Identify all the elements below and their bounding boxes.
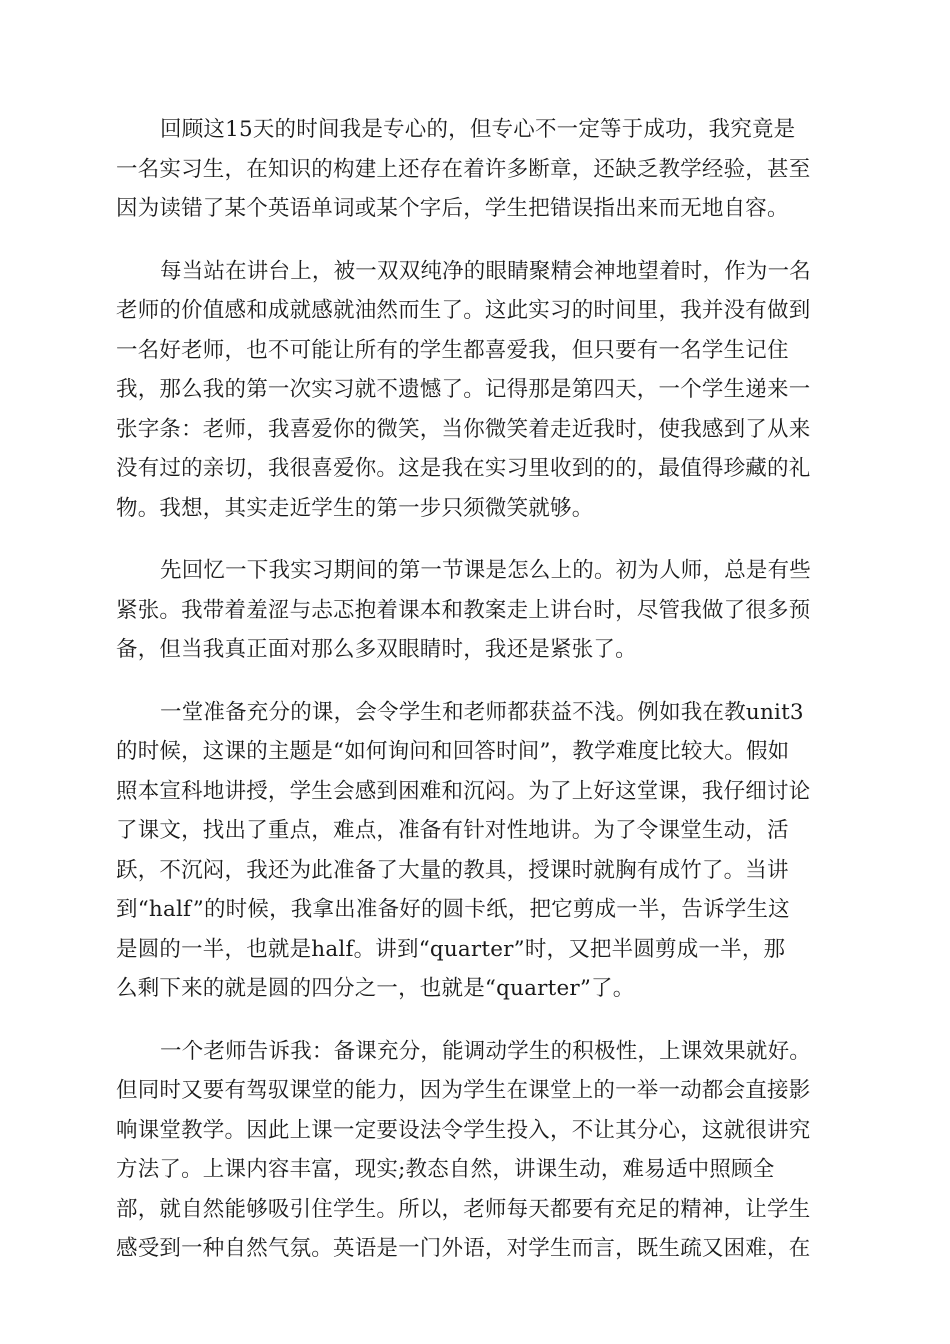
text-line: 但同时又要有驾驭课堂的能力，因为学生在课堂上的一举一动都会直接影 bbox=[116, 1078, 811, 1103]
text-line: 照本宣科地讲授，学生会感到困难和沉闷。为了上好这堂课，我仔细讨论 bbox=[116, 778, 811, 804]
text-line: 回顾这15天的时间我是专心的，但专心不一定等于成功，我究竟是 bbox=[160, 117, 796, 142]
text-line: 我，那么我的第一次实习就不遗憾了。记得那是第四天，一个学生递来一 bbox=[116, 377, 811, 402]
text-line: 的时候，这课的主题是“如何询问和回答时间”，教学难度比较大。假如 bbox=[116, 739, 790, 764]
paragraph-1 bbox=[116, 110, 836, 229]
text-line: 没有过的亲切，我很喜爱你。这是我在实习里收到的的，最值得珍藏的礼 bbox=[116, 456, 811, 481]
text-line: 了课文，找出了重点，难点，准备有针对性地讲。为了令课堂生动，活 bbox=[116, 818, 789, 843]
text-line: 一个老师告诉我：备课充分，能调动学生的积极性，上课效果就好。 bbox=[160, 1038, 812, 1064]
text-line: 感受到一种自然气氛。英语是一门外语，对学生而言，既生疏又困难，在 bbox=[116, 1236, 811, 1261]
text-line: 张字条：老师，我喜爱你的微笑，当你微笑着走近我时，使我感到了从来 bbox=[116, 416, 811, 442]
paragraph-5 bbox=[116, 1032, 836, 1269]
text-line: 是圆的一半，也就是half。讲到“quarter”时，又把半圆剪成一半，那 bbox=[116, 936, 786, 962]
text-line: 一堂准备充分的课，会令学生和老师都获益不浅。例如我在教unit3 bbox=[160, 699, 804, 725]
text-line: 每当站在讲台上，被一双双纯净的眼睛聚精会神地望着时，作为一名 bbox=[160, 258, 812, 284]
text-line: 备，但当我真正面对那么多双眼睛时，我还是紧张了。 bbox=[116, 637, 637, 662]
text-line: 紧张。我带着羞涩与忐忑抱着课本和教案走上讲台时，尽管我做了很多预 bbox=[116, 597, 811, 623]
text-line: 老师的价值感和成就感就油然而生了。这此实习的时间里，我并没有做到 bbox=[116, 298, 811, 323]
paragraph-4 bbox=[116, 693, 836, 1009]
text-line: 先回忆一下我实习期间的第一节课是怎么上的。初为人师，总是有些 bbox=[160, 558, 812, 583]
document-page bbox=[116, 110, 836, 1310]
text-line: 到“half”的时候，我拿出准备好的圆卡纸，把它剪成一半，告诉学生这 bbox=[116, 897, 790, 922]
text-line: 部，就自然能够吸引住学生。所以，老师每天都要有充足的精神，让学生 bbox=[116, 1196, 811, 1222]
text-line: 一名实习生，在知识的构建上还存在着许多断章，还缺乏教学经验，甚至 bbox=[116, 156, 811, 182]
text-line: 方法了。上课内容丰富，现实;教态自然，讲课生动，难易适中照顾全 bbox=[116, 1157, 775, 1182]
text-line: 跃，不沉闷，我还为此准备了大量的教具，授课时就胸有成竹了。当讲 bbox=[116, 857, 789, 883]
text-line: 物。我想，其实走近学生的第一步只须微笑就够。 bbox=[116, 495, 594, 521]
text-line: 响课堂教学。因此上课一定要设法令学生投入，不让其分心，这就很讲究 bbox=[116, 1117, 811, 1143]
text-line: 一名好老师，也不可能让所有的学生都喜爱我，但只要有一名学生记住 bbox=[116, 337, 789, 363]
text-line: 因为读错了某个英语单词或某个字后，学生把错误指出来而无地自容。 bbox=[116, 196, 789, 221]
paragraph-2 bbox=[116, 252, 836, 529]
text-line: 么剩下来的就是圆的四分之一，也就是“quarter”了。 bbox=[116, 976, 635, 1001]
paragraph-3 bbox=[116, 551, 836, 670]
